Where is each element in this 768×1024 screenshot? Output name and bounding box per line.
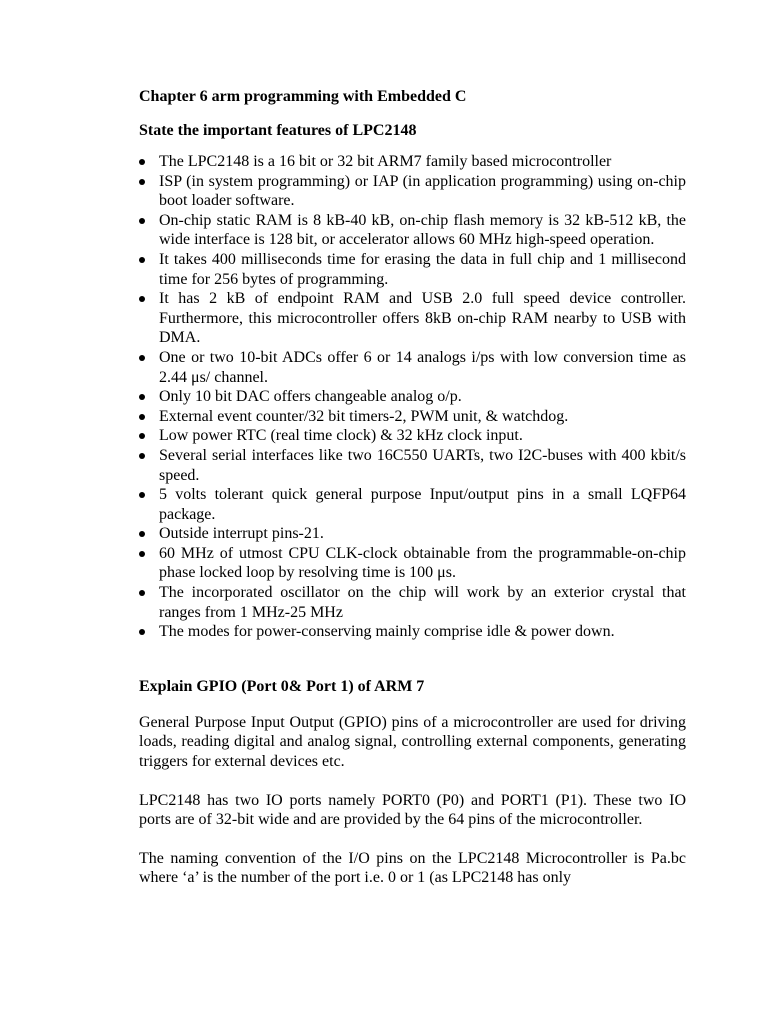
list-item-text: 5 volts tolerant quick general purpose Input/output pins in a small LQFP64 package. <box>159 486 686 523</box>
bullet-icon <box>139 453 145 459</box>
section-heading-gpio: Explain GPIO (Port 0& Port 1) of ARM 7 <box>139 677 425 695</box>
bullet-icon <box>139 159 145 165</box>
list-item <box>139 622 686 642</box>
list-item <box>139 446 686 485</box>
list-item-text: Only 10 bit DAC offers changeable analog o/p. <box>159 388 462 406</box>
list-item <box>139 387 686 407</box>
bullet-icon <box>139 551 145 557</box>
list-item <box>139 426 686 446</box>
bullet-icon <box>139 257 145 263</box>
list-item-text: It has 2 kB of endpoint RAM and USB 2.0 full speed device controller. Furthermore, this microcontroller offers 8kB on-chip RAM nearby to USB with DMA. <box>159 290 686 347</box>
list-item-text: It takes 400 milliseconds time for erasing the data in full chip and 1 millisecond time for 256 bytes of programming. <box>159 250 686 288</box>
bullet-icon <box>139 531 145 537</box>
list-item <box>139 524 686 544</box>
list-item <box>139 544 686 583</box>
list-item-text: ISP (in system programming) or IAP (in application programming) using on-chip boot loader software. <box>159 172 686 210</box>
list-item <box>139 172 686 211</box>
bullet-icon <box>139 590 145 596</box>
chapter-title: Chapter 6 arm programming with Embedded C <box>139 88 467 105</box>
list-item-text: External event counter/32 bit timers-2, PWM unit, & watchdog. <box>159 407 569 425</box>
bullet-icon <box>139 433 145 439</box>
list-item-text: 60 MHz of utmost CPU CLK-clock obtainable from the programmable-on-chip phase locked loop by resolving time is 100 μs. <box>159 544 686 582</box>
bullet-icon <box>139 492 145 498</box>
bullet-icon <box>139 296 145 302</box>
list-item <box>139 289 686 348</box>
bullet-icon <box>139 355 145 361</box>
list-item <box>139 407 686 427</box>
features-list <box>139 152 686 642</box>
list-item <box>139 583 686 622</box>
list-item-text: Low power RTC (real time clock) & 32 kHz clock input. <box>159 427 523 445</box>
bullet-icon <box>139 179 145 185</box>
list-item-text: Several serial interfaces like two 16C550 UARTs, two I2C-buses with 400 kbit/s speed. <box>159 446 686 484</box>
section-heading-features: State the important features of LPC2148 <box>139 122 417 139</box>
bullet-icon <box>139 394 145 400</box>
bullet-icon <box>139 629 145 635</box>
document-content <box>139 86 686 907</box>
list-item-text: On-chip static RAM is 8 kB-40 kB, on-chip flash memory is 32 kB-512 kB, the wide interface is 128 bit, or accelerator allows 60 MHz high-speed operation. <box>159 211 686 249</box>
paragraph: The naming convention of the I/O pins on the LPC2148 Microcontroller is Pa.bc where ‘a’ is the number of the port i.e. 0 or 1 (as LPC2148 has only <box>139 849 686 887</box>
list-item-text: Outside interrupt pins-21. <box>159 525 324 543</box>
list-item <box>139 211 686 250</box>
list-item-text: The modes for power-conserving mainly comprise idle & power down. <box>159 623 615 641</box>
paragraph: General Purpose Input Output (GPIO) pins of a microcontroller are used for driving loads, reading digital and analog signal, controlling external components, generating triggers for external devices etc. <box>139 713 686 771</box>
list-item-text: The LPC2148 is a 16 bit or 32 bit ARM7 family based microcontroller <box>159 153 612 170</box>
list-item-text: One or two 10-bit ADCs offer 6 or 14 analogs i/ps with low conversion time as 2.44 μs/ channel. <box>159 348 686 386</box>
bullet-icon <box>139 414 145 420</box>
list-item-text: The incorporated oscillator on the chip will work by an exterior crystal that ranges from 1 MHz-25 MHz <box>159 584 686 621</box>
list-item <box>139 485 686 524</box>
bullet-icon <box>139 218 145 224</box>
list-item <box>139 152 686 172</box>
list-item <box>139 250 686 289</box>
list-item <box>139 348 686 387</box>
paragraph: LPC2148 has two IO ports namely PORT0 (P0) and PORT1 (P1). These two IO ports are of 32-bit wide and are provided by the 64 pins of the microcontroller. <box>139 791 686 829</box>
